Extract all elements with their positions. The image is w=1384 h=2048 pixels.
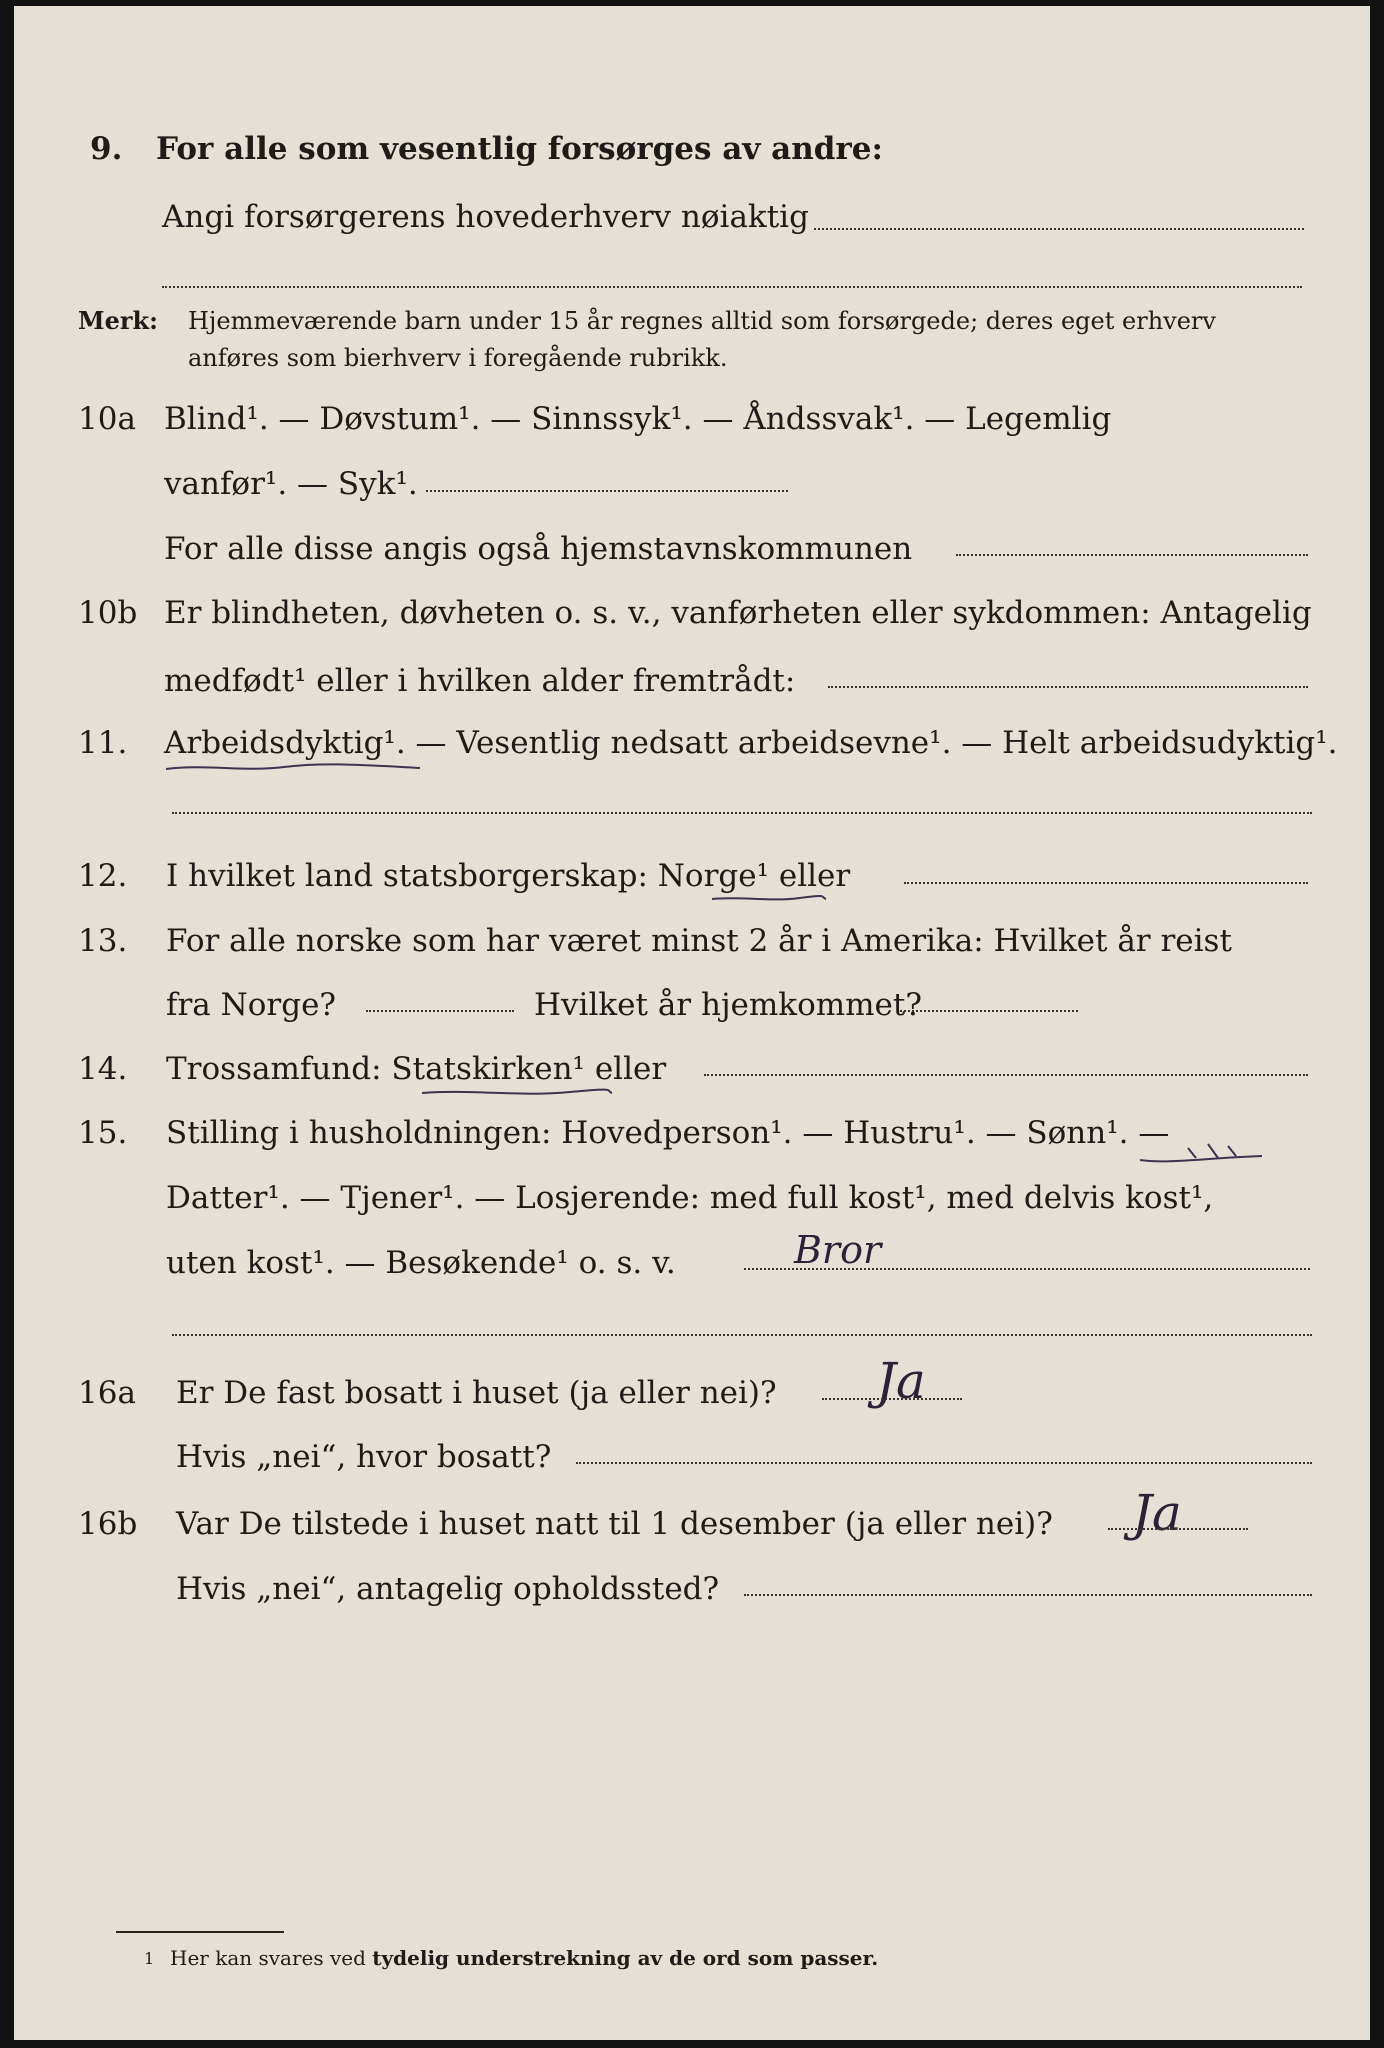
footnote-text (170, 1946, 878, 1970)
q16a-line2: Hvis „nei“, hvor bosatt? (176, 1439, 552, 1475)
q16b-answer-line[interactable] (1108, 1528, 1248, 1530)
q14-handwritten-underline (420, 1086, 616, 1100)
q12-number: 12. (78, 858, 128, 894)
q9-merk-line2: anføres som bierhverv i foregående rubrikk. (188, 344, 728, 372)
q10a-syk-answer-line[interactable] (426, 490, 788, 492)
q9-answer-line-2[interactable] (162, 286, 1302, 288)
q12-answer-line[interactable] (904, 882, 1308, 884)
census-form-page (14, 6, 1370, 2040)
footnote-divider (116, 1931, 284, 1933)
q10b-line1: Er blindheten, døvheten o. s. v., vanførheten eller sykdommen: Antagelig (164, 595, 1312, 631)
q13-number: 13. (78, 923, 128, 959)
q16a-answer-line[interactable] (822, 1398, 962, 1400)
q13-line2b: Hvilket år hjemkommet? (534, 987, 922, 1023)
q16a-handwritten-answer: Ja (876, 1352, 926, 1410)
q15-answer-line-2[interactable] (172, 1334, 1312, 1336)
q16b-opphold-answer-line[interactable] (744, 1594, 1312, 1596)
q16b-number: 16b (78, 1506, 138, 1542)
q10a-line2: vanfør¹. — Syk¹. (164, 466, 418, 502)
footnote-mark: 1 (144, 1949, 155, 1968)
q15-line2: Datter¹. — Tjener¹. — Losjerende: med full kost¹, med delvis kost¹, (166, 1180, 1214, 1216)
q14-number: 14. (78, 1051, 128, 1087)
q11-line1: Arbeidsdyktig¹. — Vesentlig nedsatt arbeidsevne¹. — Helt arbeidsudyktig¹. (164, 725, 1338, 761)
q12-handwritten-underline (710, 892, 830, 906)
q15-handwritten-mark (1136, 1138, 1268, 1166)
footnote-text-normal: Her kan svares ved (170, 1946, 373, 1970)
q13-reist-answer-line[interactable] (366, 1010, 514, 1012)
q9-merk-label: Merk: (78, 306, 158, 335)
q13-hjem-answer-line[interactable] (900, 1010, 1078, 1012)
q16b-line1: Var De tilstede i huset natt til 1 desember (ja eller nei)? (176, 1506, 1053, 1542)
q11-handwritten-underline (164, 760, 424, 776)
q16b-handwritten-answer: Ja (1132, 1484, 1182, 1542)
footnote-text-bold: tydelig understrekning av de ord som passer. (372, 1946, 879, 1970)
q13-line2a: fra Norge? (166, 987, 337, 1023)
q9-merk-line1: Hjemmeværende barn under 15 år regnes alltid som forsørgede; deres eget erhverv (188, 307, 1216, 335)
q9-title: For alle som vesentlig forsørges av andre: (156, 131, 883, 167)
q10b-line2: medfødt¹ eller i hvilken alder fremtrådt: (164, 663, 796, 699)
q10a-kommune-answer-line[interactable] (956, 554, 1308, 556)
q16a-line1: Er De fast bosatt i huset (ja eller nei)? (176, 1375, 777, 1411)
q10a-line1: Blind¹. — Døvstum¹. — Sinnssyk¹. — Åndssvak¹. — Legemlig (164, 401, 1112, 437)
q14-line1: Trossamfund: Statskirken¹ eller (166, 1051, 667, 1087)
q16a-bosatt-answer-line[interactable] (576, 1462, 1312, 1464)
q11-answer-line[interactable] (172, 812, 1312, 814)
q9-answer-line[interactable] (814, 228, 1304, 230)
q10b-answer-line[interactable] (828, 686, 1308, 688)
q9-line1: Angi forsørgerens hovederhverv nøiaktig (162, 199, 809, 235)
q11-number: 11. (78, 725, 128, 761)
q16a-number: 16a (78, 1375, 136, 1411)
q10b-number: 10b (78, 595, 138, 631)
q15-line3: uten kost¹. — Besøkende¹ o. s. v. (166, 1245, 676, 1281)
q16b-line2: Hvis „nei“, antagelig opholdssted? (176, 1571, 720, 1607)
q10a-number: 10a (78, 401, 136, 437)
q15-answer-line[interactable] (744, 1268, 1310, 1270)
q15-handwritten-answer: Bror (794, 1228, 882, 1272)
q14-answer-line[interactable] (704, 1074, 1308, 1076)
q15-number: 15. (78, 1115, 128, 1151)
q9-number: 9. (90, 131, 123, 167)
q13-line1: For alle norske som har været minst 2 år i Amerika: Hvilket år reist (166, 923, 1232, 959)
q12-line1: I hvilket land statsborgerskap: Norge¹ eller (166, 858, 851, 894)
q15-line1: Stilling i husholdningen: Hovedperson¹. — Hustru¹. — Sønn¹. — (166, 1115, 1170, 1151)
q10a-line3: For alle disse angis også hjemstavnskommunen (164, 531, 913, 567)
